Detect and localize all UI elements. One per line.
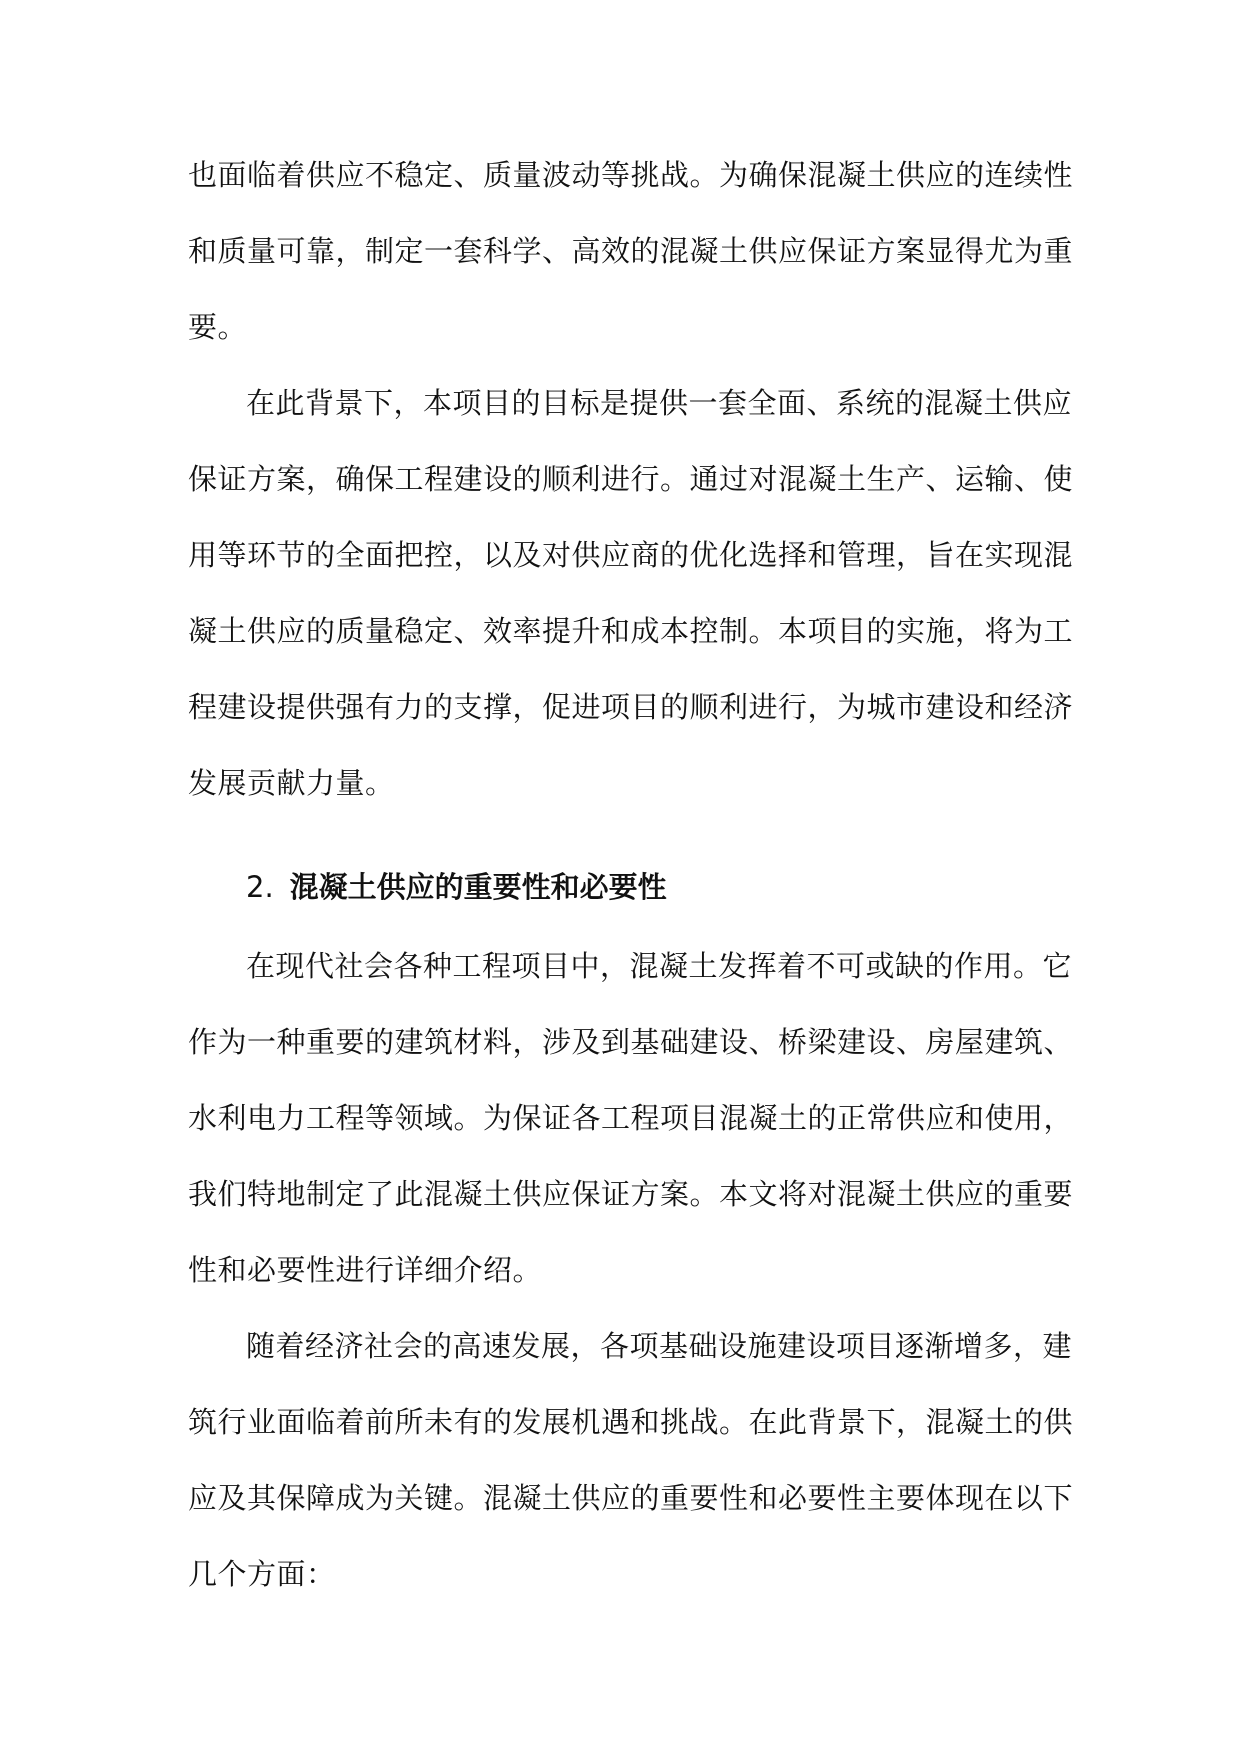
paragraph-2-line-3: 用等环节的全面把控，以及对供应商的优化选择和管理，旨在实现混 — [188, 538, 1074, 572]
paragraph-3-line-4: 我们特地制定了此混凝土供应保证方案。本文将对混凝土供应的重要 — [188, 1177, 1074, 1211]
section-title: 混凝土供应的重要性和必要性 — [289, 870, 667, 904]
paragraph-2-line-2: 保证方案，确保工程建设的顺利进行。通过对混凝土生产、运输、使 — [188, 462, 1074, 496]
paragraph-3-line-5: 性和必要性进行详细介绍。 — [188, 1253, 543, 1287]
paragraph-3-line-3: 水利电力工程等领域。为保证各工程项目混凝土的正常供应和使用， — [188, 1101, 1074, 1135]
section-heading — [246, 867, 667, 907]
paragraph-1-line-1: 也面临着供应不稳定、质量波动等挑战。为确保混凝土供应的连续性 — [188, 158, 1074, 192]
paragraph-4-line-3: 应及其保障成为关键。混凝土供应的重要性和必要性主要体现在以下 — [188, 1481, 1074, 1515]
paragraph-4-line-2: 筑行业面临着前所未有的发展机遇和挑战。在此背景下，混凝土的供 — [188, 1405, 1074, 1439]
section-number: 2. — [246, 870, 274, 904]
paragraph-1-line-3: 要。 — [188, 310, 248, 344]
paragraph-1-line-2: 和质量可靠，制定一套科学、高效的混凝土供应保证方案显得尤为重 — [188, 234, 1074, 268]
paragraph-3-line-2: 作为一种重要的建筑材料，涉及到基础建设、桥梁建设、房屋建筑、 — [188, 1025, 1074, 1059]
paragraph-2-line-4: 凝土供应的质量稳定、效率提升和成本控制。本项目的实施，将为工 — [188, 614, 1074, 648]
paragraph-3-line-1: 在现代社会各种工程项目中，混凝土发挥着不可或缺的作用。它 — [246, 949, 1073, 983]
paragraph-2-line-5: 程建设提供强有力的支撑，促进项目的顺利进行，为城市建设和经济 — [188, 690, 1074, 724]
paragraph-2-line-1: 在此背景下，本项目的目标是提供一套全面、系统的混凝土供应 — [246, 386, 1073, 420]
paragraph-2-line-6: 发展贡献力量。 — [188, 766, 395, 800]
paragraph-4-line-1: 随着经济社会的高速发展，各项基础设施建设项目逐渐增多，建 — [246, 1329, 1073, 1363]
paragraph-4-line-4: 几个方面： — [188, 1557, 336, 1591]
